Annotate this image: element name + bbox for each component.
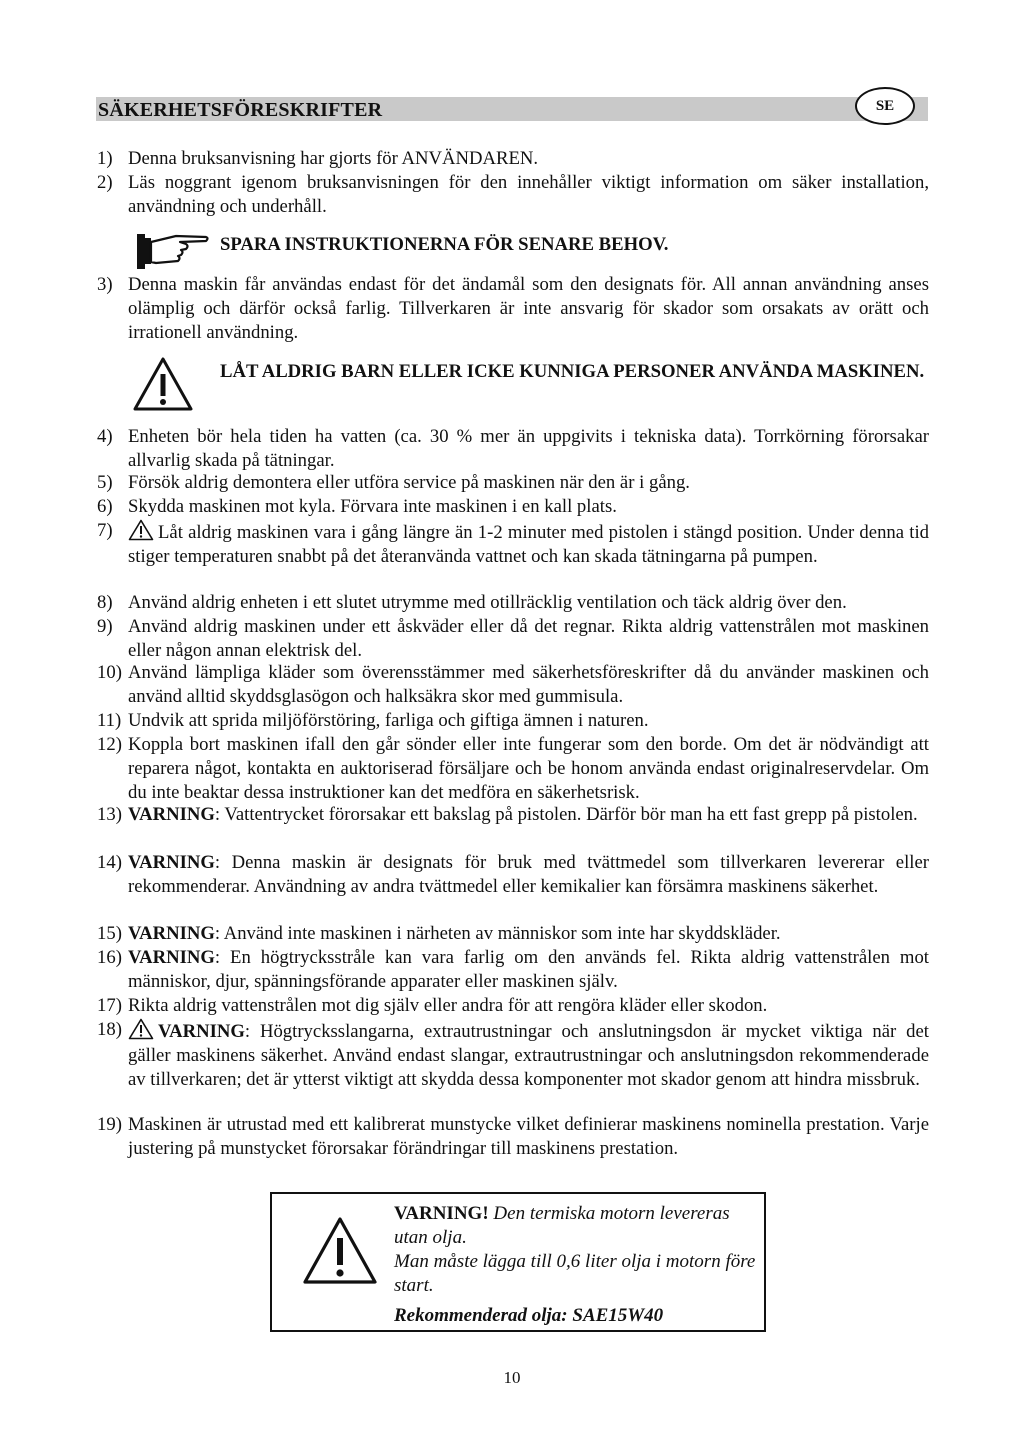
- list-item: [97, 946, 929, 994]
- list-item: [97, 471, 929, 495]
- recommended-oil: Rekommenderad olja: SAE15W40: [394, 1305, 664, 1326]
- item-text: Skydda maskinen mot kyla. Förvara inte maskinen i en kall plats.: [128, 496, 617, 517]
- warning-triangle-icon: [302, 1216, 378, 1286]
- item-text: : Denna maskin är designats för bruk med tvättmedel som tillverkaren levererar eller rekommenderar. Användning av andra tvättmedel eller kemikalier kan försämra maskinens säkerhet.: [128, 852, 929, 897]
- item-number: 3): [97, 274, 113, 295]
- item-number: 18): [97, 1019, 122, 1040]
- warning-label: VARNING: [158, 1021, 245, 1042]
- item-text: Använd aldrig maskinen under ett åskväder eller då det regnar. Rikta aldrig vattenstrålen mot maskinen eller någon annan elektrisk del.: [128, 616, 929, 661]
- item-number: 9): [97, 616, 113, 637]
- language-badge: SE: [855, 87, 915, 125]
- list-item: [97, 615, 929, 663]
- item-number: 4): [97, 426, 113, 447]
- list-item: [97, 147, 929, 171]
- list-item: [97, 425, 929, 473]
- oil-warning-text: [394, 1202, 756, 1328]
- warning-label: VARNING: [128, 947, 215, 968]
- item-text: Rikta aldrig vattenstrålen mot dig själv eller andra för att rengöra kläder eller skodon.: [128, 995, 768, 1016]
- warning-triangle-icon: [128, 519, 154, 541]
- item-number: 10): [97, 662, 122, 683]
- list-item: [97, 994, 929, 1018]
- children-warning-notice: LÅT ALDRIG BARN ELLER ICKE KUNNIGA PERSONER ANVÄNDA MASKINEN.: [220, 361, 925, 382]
- item-text: : Använd inte maskinen i närheten av människor som inte har skyddskläder.: [214, 923, 781, 944]
- list-item: [97, 733, 929, 805]
- list-item: [97, 661, 929, 709]
- item-text: Försök aldrig demontera eller utföra service på maskinen när den är i gång.: [128, 472, 690, 493]
- warning-label: VARNING: [128, 852, 215, 873]
- item-number: 15): [97, 923, 122, 944]
- warning-triangle-icon: [128, 1018, 154, 1040]
- list-item: [97, 519, 929, 569]
- list-item: [97, 803, 929, 827]
- list-item: [97, 1018, 929, 1092]
- list-item: [97, 495, 929, 519]
- item-text-with-icon: [128, 519, 929, 569]
- list-item: [97, 709, 929, 733]
- list-item: [97, 273, 929, 345]
- list-item: [97, 922, 929, 946]
- item-number: 12): [97, 734, 122, 755]
- item-text: Använd lämpliga kläder som överensstämmer med säkerhetsföreskrifter då du använder maskinen och använd alltid skyddsglasögon och halksäkra skor med gummisula.: [128, 662, 929, 707]
- item-text: : Högtrycksslangarna, extrautrustningar och anslutningsdon är mycket viktiga när det gäller maskinens säkerhet. Använd endast slangar, extrautrustningar och anslutningsdon rekommenderade av tillverkaren; det är ytterst viktigt att skydda dessa komponenter mot skador genom att hindra missbruk.: [128, 1021, 929, 1090]
- item-number: 7): [97, 520, 113, 541]
- warning-label: VARNING: [128, 923, 215, 944]
- item-number: 14): [97, 852, 122, 873]
- list-item: [97, 591, 929, 615]
- oil-warning-box: [270, 1192, 766, 1332]
- item-text: Läs noggrant igenom bruksanvisningen för den innehåller viktigt information om säker installation, användning och underhåll.: [128, 172, 929, 217]
- oil-warning-line-2: Man måste lägga till 0,6 liter olja i motorn före start.: [394, 1251, 756, 1296]
- item-number: 11): [97, 710, 122, 731]
- warning-label: VARNING: [128, 804, 215, 825]
- item-text: Maskinen är utrustad med ett kalibrerat munstycke vilket definierar maskinens nominella prestation. Varje justering på munstycket förorsakar förändringar till maskinens prestation.: [128, 1114, 929, 1159]
- item-text: Låt aldrig maskinen vara i gång längre än 1-2 minuter med pistolen i stängd position. Under denna tid stiger temperaturen snabbt på det återanvända vattnet och kan skada tätningarna på pumpen.: [128, 522, 929, 567]
- item-number: 8): [97, 592, 113, 613]
- item-text: Använd aldrig enheten i ett slutet utrymme med otillräcklig ventilation och täck aldrig över den.: [128, 592, 847, 613]
- item-text: Denna maskin får användas endast för det ändamål som den designats för. All annan användning anses olämplig och därför också farlig. Tillverkaren är inte ansvarig för skador som orsakats av orätt och irrationell användning.: [128, 274, 929, 343]
- item-number: 17): [97, 995, 122, 1016]
- item-number: 6): [97, 496, 113, 517]
- item-number: 1): [97, 148, 113, 169]
- item-number: 16): [97, 947, 122, 968]
- page-number: 10: [503, 1368, 521, 1387]
- item-text: Koppla bort maskinen ifall den går sönder eller inte fungerar som den borde. Om det är nödvändigt att reparera något, kontakta en auktoriserad försäljare och be honom använda endast originalreservdelar. Om du inte beaktar dessa instruktioner kan det medföra en säkerhetsrisk.: [128, 734, 929, 803]
- list-item: [97, 851, 929, 899]
- list-item: [97, 1113, 929, 1161]
- item-text: : Vattentrycket förorsakar ett bakslag på pistolen. Därför bör man ha ett fast grepp på pistolen.: [214, 804, 918, 825]
- item-text: Undvik att sprida miljöförstöring, farliga och giftiga ämnen i naturen.: [128, 710, 649, 731]
- item-number: 5): [97, 472, 113, 493]
- item-text: : En högtrycksstråle kan vara farlig om den används fel. Rikta aldrig vattenstrålen mot människor, djur, spänningsförande apparater eller maskinen själv.: [128, 947, 929, 992]
- item-number: 13): [97, 804, 122, 825]
- item-number: 2): [97, 172, 113, 193]
- save-instructions-notice: SPARA INSTRUKTIONERNA FÖR SENARE BEHOV.: [220, 234, 669, 255]
- list-item: [97, 171, 929, 219]
- section-title: SÄKERHETSFÖRESKRIFTER: [98, 99, 383, 121]
- pointing-hand-icon: [136, 230, 210, 272]
- oil-warning-line-1: Den termiska motorn levereras utan olja.: [394, 1203, 730, 1248]
- item-text: Enheten bör hela tiden ha vatten (ca. 30 % mer än uppgivits i tekniska data). Torrkörning förorsakar allvarlig skada på tätningar.: [128, 426, 929, 471]
- oil-warning-label: VARNING!: [394, 1203, 489, 1224]
- warning-triangle-icon: [132, 356, 194, 412]
- item-text: Denna bruksanvisning har gjorts för ANVÄNDAREN.: [128, 148, 539, 169]
- item-number: 19): [97, 1114, 122, 1135]
